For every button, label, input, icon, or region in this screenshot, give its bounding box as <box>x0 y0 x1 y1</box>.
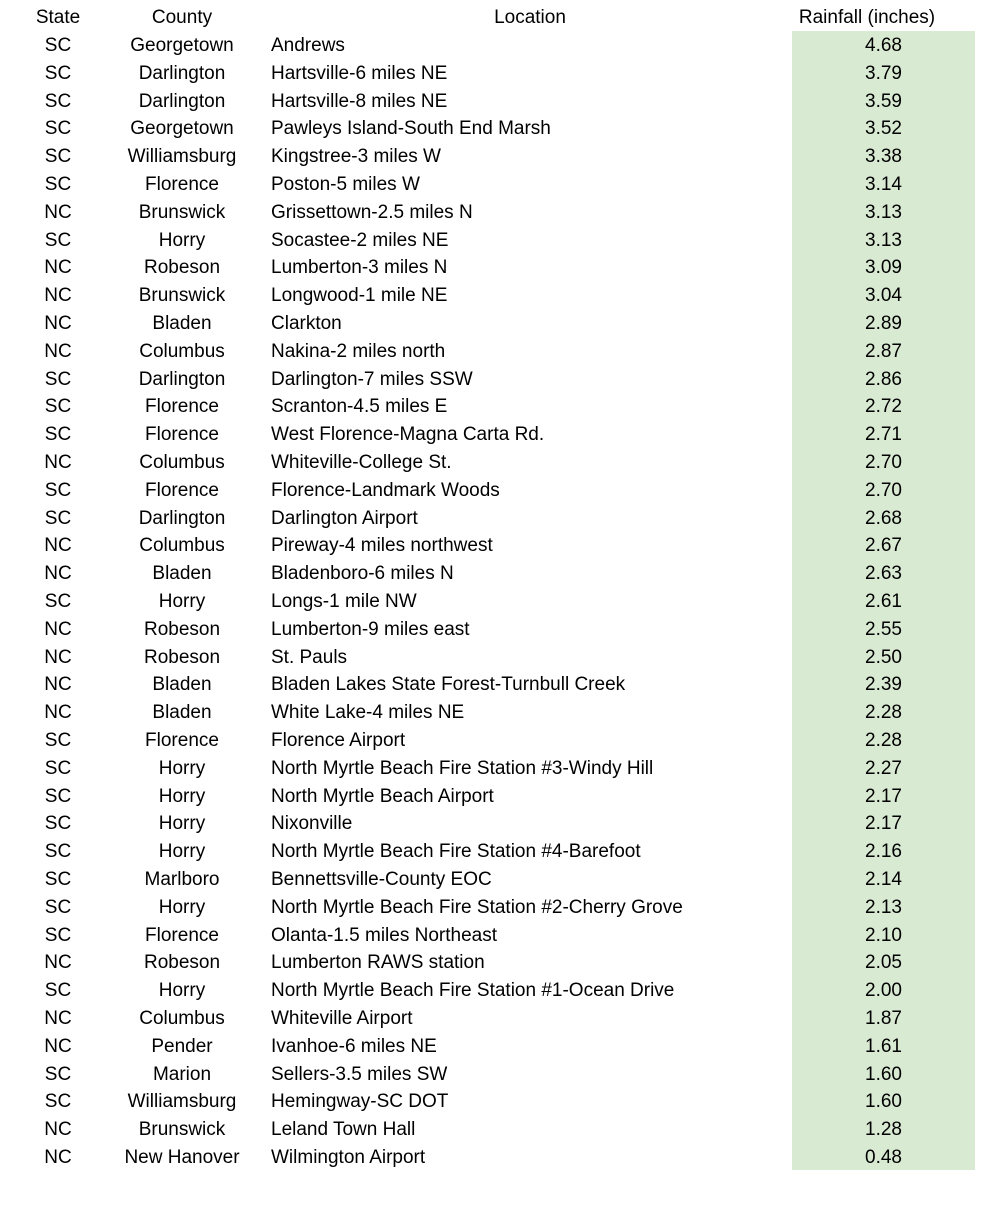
cell-rainfall: 2.50 <box>865 646 902 668</box>
cell-county: Horry <box>158 896 206 918</box>
cell-state: SC <box>44 1063 72 1085</box>
cell-state: SC <box>44 980 72 1002</box>
cell-state: NC <box>44 1008 72 1029</box>
cell-state: NC <box>44 702 72 724</box>
cell-location: North Myrtle Beach Fire Station #2-Cherry Grove <box>271 896 683 918</box>
cell-county: Pender <box>151 1035 213 1057</box>
cell-state: SC <box>44 90 72 112</box>
table-row <box>0 88 990 116</box>
table-row <box>0 866 990 894</box>
cell-county: New Hanover <box>124 1147 240 1168</box>
cell-rainfall: 1.28 <box>865 1119 902 1141</box>
cell-location: Whiteville Airport <box>271 1008 413 1029</box>
cell-rainfall: 0.48 <box>865 1147 902 1168</box>
header-state: State <box>35 7 81 28</box>
cell-rainfall: 2.68 <box>865 507 902 529</box>
table-row <box>0 949 990 977</box>
cell-county: Darlington <box>138 368 226 390</box>
cell-location: North Myrtle Beach Fire Station #1-Ocean Drive <box>271 980 675 1002</box>
cell-rainfall: 2.61 <box>865 591 902 612</box>
cell-location: Hartsville-6 miles NE <box>271 62 448 84</box>
table-row <box>0 560 990 588</box>
cell-rainfall: 1.60 <box>865 1091 902 1113</box>
cell-location: Scranton-4.5 miles E <box>271 396 448 418</box>
header-row <box>0 4 990 32</box>
cell-state: NC <box>44 201 72 223</box>
cell-county: Columbus <box>139 535 225 557</box>
table-row <box>0 282 990 310</box>
cell-county: Brunswick <box>138 1119 226 1141</box>
cell-county: Darlington <box>138 62 226 84</box>
cell-county: Georgetown <box>130 35 234 56</box>
cell-location: Hemingway-SC DOT <box>271 1091 449 1113</box>
table-row <box>0 143 990 171</box>
table-row <box>0 1088 990 1116</box>
cell-location: Sellers-3.5 miles SW <box>271 1063 448 1085</box>
cell-location: Darlington Airport <box>271 507 418 529</box>
cell-county: Bladen <box>152 702 212 724</box>
cell-state: SC <box>44 35 72 56</box>
table-row <box>0 977 990 1005</box>
cell-location: Bladenboro-6 miles N <box>271 563 454 585</box>
cell-location: North Myrtle Beach Fire Station #4-Barefoot <box>271 841 641 863</box>
table-row <box>0 1116 990 1144</box>
cell-state: SC <box>44 146 72 168</box>
cell-rainfall: 2.17 <box>865 813 902 835</box>
cell-county: Georgetown <box>130 118 234 140</box>
cell-rainfall: 2.28 <box>865 702 902 724</box>
table-row <box>0 671 990 699</box>
cell-rainfall: 1.61 <box>865 1035 902 1057</box>
cell-state: NC <box>44 646 72 668</box>
cell-county: Horry <box>158 229 206 251</box>
cell-county: Robeson <box>143 952 221 974</box>
cell-state: NC <box>44 1147 72 1168</box>
table-row <box>0 532 990 560</box>
table-row <box>0 60 990 88</box>
table-row <box>0 421 990 449</box>
cell-state: NC <box>44 285 72 307</box>
cell-county: Brunswick <box>138 285 226 307</box>
cell-county: Florence <box>145 174 219 195</box>
cell-location: Lumberton RAWS station <box>271 952 485 974</box>
cell-rainfall: 1.60 <box>865 1063 902 1085</box>
cell-state: SC <box>44 813 72 835</box>
cell-county: Columbus <box>139 1008 225 1029</box>
cell-location: Pireway-4 miles northwest <box>271 535 493 557</box>
table-row <box>0 644 990 672</box>
cell-county: Florence <box>145 924 219 946</box>
table-row <box>0 254 990 282</box>
cell-state: SC <box>44 785 72 807</box>
cell-rainfall: 2.00 <box>865 980 902 1002</box>
table-row <box>0 366 990 394</box>
cell-location: Socastee-2 miles NE <box>271 229 449 251</box>
cell-state: NC <box>44 1035 72 1057</box>
cell-state: SC <box>44 62 72 84</box>
cell-location: Bennettsville-County EOC <box>271 869 492 890</box>
cell-location: Poston-5 miles W <box>271 174 420 195</box>
cell-location: Kingstree-3 miles W <box>271 146 441 168</box>
cell-location: Pawleys Island-South End Marsh <box>271 118 551 140</box>
cell-county: Robeson <box>143 646 221 668</box>
cell-state: NC <box>44 1119 72 1141</box>
cell-county: Williamsburg <box>127 1091 237 1113</box>
cell-rainfall: 2.72 <box>865 396 902 418</box>
table-row <box>0 393 990 421</box>
cell-rainfall: 2.16 <box>865 841 902 863</box>
table-row <box>0 449 990 477</box>
cell-county: Horry <box>158 813 206 835</box>
cell-location: Leland Town Hall <box>271 1119 416 1141</box>
cell-rainfall: 2.14 <box>865 869 902 890</box>
cell-county: Bladen <box>152 313 212 334</box>
table-row <box>0 894 990 922</box>
cell-rainfall: 2.71 <box>865 424 902 446</box>
cell-rainfall: 3.09 <box>865 257 902 279</box>
table-row <box>0 171 990 199</box>
cell-rainfall: 3.59 <box>865 90 902 112</box>
cell-rainfall: 2.86 <box>865 368 902 390</box>
table-row <box>0 227 990 255</box>
cell-location: Longwood-1 mile NE <box>271 285 448 307</box>
cell-location: Whiteville-College St. <box>271 452 452 473</box>
cell-county: Florence <box>145 479 219 501</box>
cell-location: Bladen Lakes State Forest-Turnbull Creek <box>271 674 626 696</box>
cell-rainfall: 4.68 <box>865 35 902 56</box>
table-row <box>0 783 990 811</box>
table-row <box>0 32 990 60</box>
cell-state: NC <box>44 563 72 585</box>
cell-state: SC <box>44 1091 72 1113</box>
cell-rainfall: 2.63 <box>865 563 902 585</box>
cell-state: NC <box>44 952 72 974</box>
cell-rainfall: 2.17 <box>865 785 902 807</box>
cell-county: Williamsburg <box>127 146 237 168</box>
cell-state: SC <box>44 118 72 140</box>
table-row <box>0 338 990 366</box>
cell-rainfall: 2.28 <box>865 730 902 751</box>
table-row <box>0 505 990 533</box>
table-row <box>0 727 990 755</box>
cell-county: Florence <box>145 424 219 446</box>
cell-county: Robeson <box>143 257 221 279</box>
cell-county: Florence <box>145 730 219 751</box>
cell-location: Florence-Landmark Woods <box>271 479 500 501</box>
table-row <box>0 1144 990 1172</box>
cell-state: NC <box>44 618 72 640</box>
cell-rainfall: 2.87 <box>865 340 902 362</box>
cell-county: Columbus <box>139 452 225 473</box>
cell-state: SC <box>44 730 72 751</box>
cell-state: NC <box>44 257 72 279</box>
cell-state: SC <box>44 479 72 501</box>
cell-location: Ivanhoe-6 miles NE <box>271 1035 437 1057</box>
cell-rainfall: 3.38 <box>865 146 902 168</box>
cell-rainfall: 2.10 <box>865 924 902 946</box>
cell-location: Florence Airport <box>271 730 406 751</box>
cell-state: SC <box>44 896 72 918</box>
table-row <box>0 1061 990 1089</box>
cell-rainfall: 2.70 <box>865 479 902 501</box>
table-row <box>0 699 990 727</box>
cell-rainfall: 3.13 <box>865 229 902 251</box>
cell-location: Olanta-1.5 miles Northeast <box>271 924 497 946</box>
table-row <box>0 616 990 644</box>
cell-state: SC <box>44 368 72 390</box>
cell-rainfall: 2.55 <box>865 618 902 640</box>
cell-county: Robeson <box>143 618 221 640</box>
cell-location: Longs-1 mile NW <box>271 591 417 612</box>
table-row <box>0 755 990 783</box>
cell-rainfall: 2.70 <box>865 452 902 473</box>
cell-location: Lumberton-9 miles east <box>271 618 470 640</box>
cell-county: Brunswick <box>138 201 226 223</box>
cell-county: Darlington <box>138 507 226 529</box>
cell-location: North Myrtle Beach Fire Station #3-Windy Hill <box>271 757 654 779</box>
cell-county: Bladen <box>152 674 212 696</box>
cell-county: Horry <box>158 841 206 863</box>
cell-state: NC <box>44 313 72 334</box>
cell-state: SC <box>44 841 72 863</box>
cell-state: NC <box>44 674 72 696</box>
cell-rainfall: 2.67 <box>865 535 902 557</box>
cell-county: Marlboro <box>144 869 220 890</box>
cell-rainfall: 3.13 <box>865 201 902 223</box>
cell-location: Hartsville-8 miles NE <box>271 90 448 112</box>
header-location: Location <box>494 7 566 28</box>
cell-location: Nixonville <box>271 813 353 835</box>
cell-rainfall: 3.04 <box>865 285 902 307</box>
cell-county: Horry <box>158 757 206 779</box>
table-row <box>0 477 990 505</box>
cell-rainfall: 2.27 <box>865 757 902 779</box>
cell-rainfall: 2.89 <box>865 313 902 334</box>
cell-state: SC <box>44 396 72 418</box>
header-county: County <box>151 7 213 28</box>
cell-rainfall: 1.87 <box>865 1008 902 1029</box>
cell-state: SC <box>44 174 72 195</box>
cell-state: SC <box>44 924 72 946</box>
cell-county: Darlington <box>138 90 226 112</box>
table-row <box>0 810 990 838</box>
cell-state: NC <box>44 535 72 557</box>
cell-rainfall: 2.05 <box>865 952 902 974</box>
cell-county: Columbus <box>139 340 225 362</box>
cell-location: Andrews <box>271 35 345 56</box>
cell-state: NC <box>44 340 72 362</box>
cell-county: Horry <box>158 591 206 612</box>
table-row <box>0 310 990 338</box>
cell-state: SC <box>44 229 72 251</box>
cell-state: SC <box>44 507 72 529</box>
cell-rainfall: 2.13 <box>865 896 902 918</box>
cell-location: St. Pauls <box>271 646 348 668</box>
cell-state: NC <box>44 452 72 473</box>
cell-county: Bladen <box>152 563 212 585</box>
cell-state: SC <box>44 591 72 612</box>
table-row <box>0 922 990 950</box>
cell-rainfall: 3.52 <box>865 118 902 140</box>
cell-location: Clarkton <box>271 313 342 334</box>
table-row <box>0 199 990 227</box>
cell-county: Florence <box>145 396 219 418</box>
cell-location: Grissettown-2.5 miles N <box>271 201 473 223</box>
cell-state: SC <box>44 424 72 446</box>
cell-state: SC <box>44 869 72 890</box>
cell-state: SC <box>44 757 72 779</box>
header-rainfall: Rainfall (inches) <box>798 7 936 28</box>
cell-county: Marion <box>152 1063 212 1085</box>
cell-location: White Lake-4 miles NE <box>271 702 465 724</box>
cell-rainfall: 2.39 <box>865 674 902 696</box>
cell-rainfall: 3.14 <box>865 174 902 195</box>
table-row <box>0 588 990 616</box>
table-row <box>0 1033 990 1061</box>
table-row <box>0 838 990 866</box>
table-row <box>0 115 990 143</box>
cell-location: North Myrtle Beach Airport <box>271 785 494 807</box>
cell-county: Horry <box>158 785 206 807</box>
cell-location: Nakina-2 miles north <box>271 340 446 362</box>
cell-location: West Florence-Magna Carta Rd. <box>271 424 545 446</box>
cell-rainfall: 3.79 <box>865 62 902 84</box>
cell-county: Horry <box>158 980 206 1002</box>
cell-location: Wilmington Airport <box>271 1147 426 1168</box>
cell-location: Lumberton-3 miles N <box>271 257 448 279</box>
table-row <box>0 1005 990 1033</box>
cell-location: Darlington-7 miles SSW <box>271 368 473 390</box>
